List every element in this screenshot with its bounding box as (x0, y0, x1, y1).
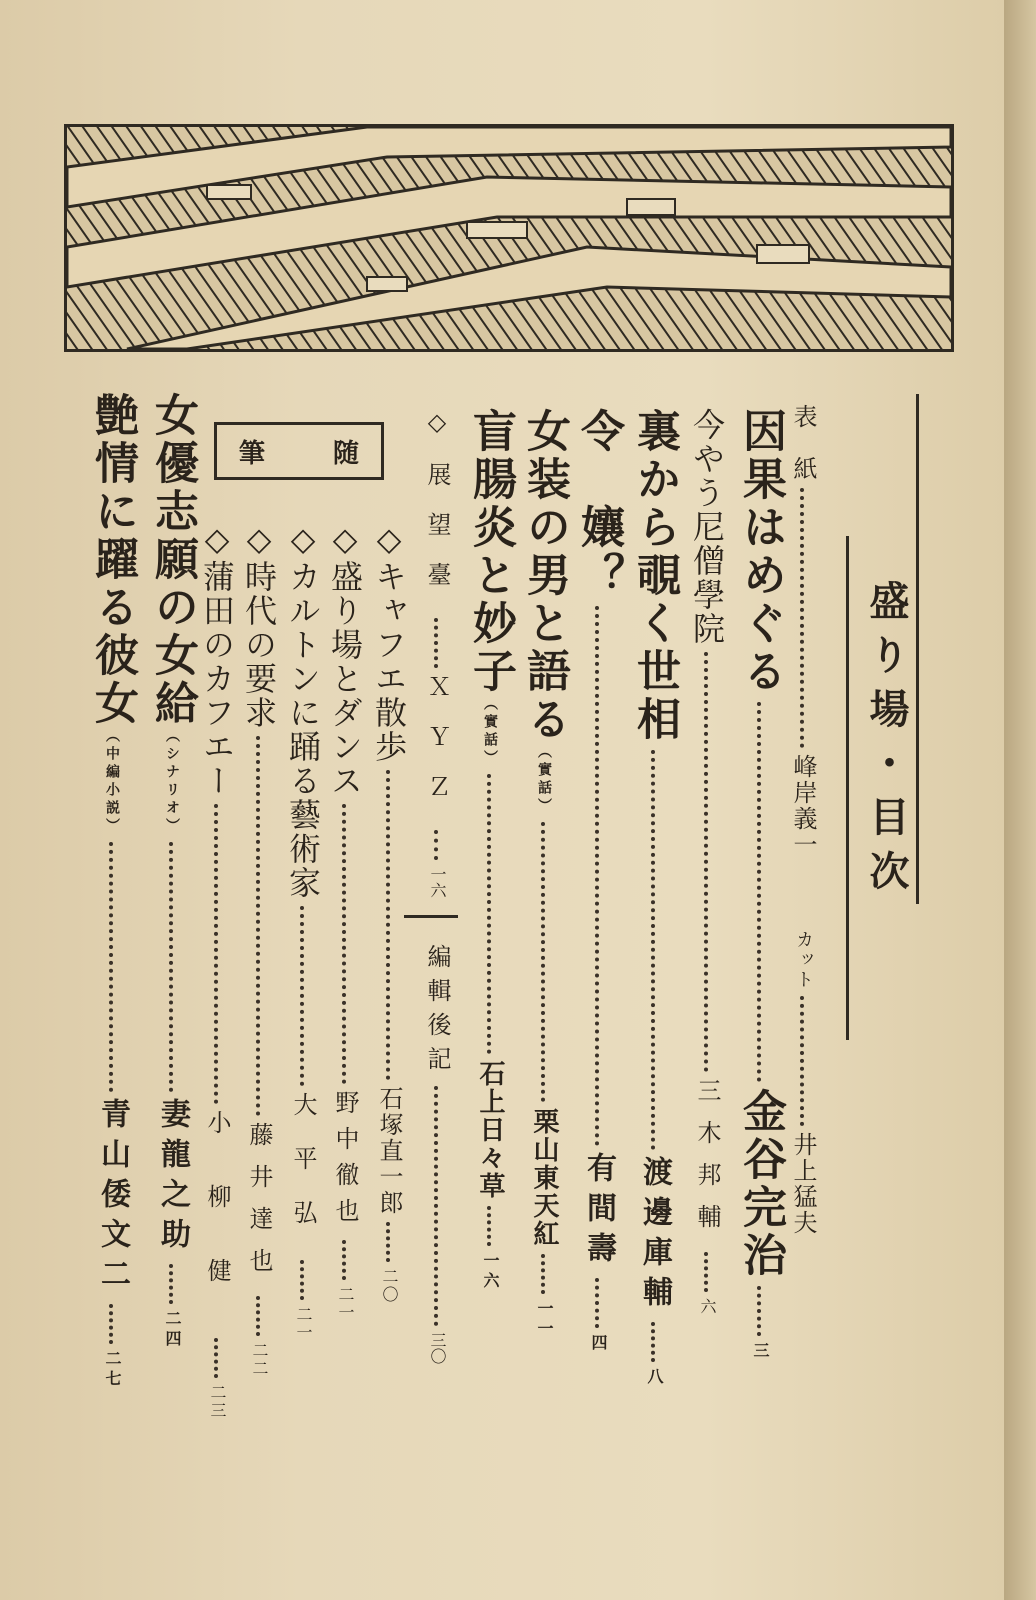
leader-dots (214, 804, 221, 1104)
leader-dots (300, 906, 307, 1086)
leader-dots (109, 842, 116, 1092)
entry-title: 女装の男と語る (519, 408, 570, 744)
essay-title: ◇蒲田のカフエー (198, 520, 236, 798)
leader-dots (757, 702, 764, 1082)
essay-entry (366, 520, 412, 1304)
leader-dots (169, 1264, 176, 1304)
essay-label-right: 随 (332, 438, 359, 469)
leader-dots (300, 1260, 307, 1300)
feature-tag: （シナリオ） (164, 728, 180, 836)
cover-artist: 峰岸義一 (789, 754, 817, 858)
entry-page: 一六 (481, 1252, 500, 1292)
toc-entry (420, 408, 455, 898)
leader-dots (487, 774, 494, 1054)
cover-label: 表 紙 (789, 404, 817, 482)
essay-author: 小柳健 (203, 1110, 231, 1332)
toc-entry (684, 408, 730, 1316)
leader-dots (595, 606, 602, 1146)
entry-title: 編輯後記 (423, 944, 451, 1080)
entry-page: 三〇 (428, 1332, 447, 1364)
leader-dots (256, 1296, 263, 1336)
leader-dots (342, 1240, 349, 1280)
essay-page: 二一 (336, 1286, 355, 1322)
feature-tag: （中編小説） (104, 728, 120, 836)
entry-page: 一一 (535, 1300, 554, 1340)
toc-entry (458, 408, 522, 1292)
essay-author: 野中徹也 (331, 1090, 359, 1234)
entry-page: 六 (698, 1298, 717, 1316)
essay-entry (280, 520, 326, 1342)
leader-dots (757, 1286, 764, 1336)
entry-tag: （實話） (482, 696, 498, 768)
leader-dots (214, 1338, 221, 1378)
toc-entry (420, 944, 455, 1364)
entry-divider (404, 915, 458, 918)
entry-page: 八 (645, 1368, 664, 1388)
leader-dots (256, 736, 263, 1116)
entry-author: 有間壽 (581, 1152, 616, 1272)
feature-entry (80, 392, 144, 1390)
masthead-rule-short (846, 536, 849, 1040)
feature-author: 妻龍之助 (155, 1098, 190, 1258)
leader-dots (651, 1322, 658, 1362)
entry-title: ◇展望臺 (423, 408, 451, 612)
leader-dots (595, 1278, 602, 1328)
masthead-rule-long (916, 394, 919, 904)
feature-title: 女優志願の女給 (147, 392, 198, 728)
cut-artist: 井上猛夫 (789, 1132, 817, 1236)
leader-dots (109, 1304, 116, 1344)
leader-dots (800, 488, 807, 748)
leader-dots (704, 652, 711, 1072)
essay-title: ◇カルトンに踊る藝術家 (284, 520, 322, 900)
leader-dots (169, 842, 176, 1092)
essay-title: ◇盛り場とダンス (326, 520, 364, 798)
leader-dots (487, 1206, 494, 1246)
essay-author: 大平弘 (289, 1092, 317, 1254)
entry-title: 今やう尼僧學院 (688, 408, 726, 646)
entry-page: 三 (751, 1342, 770, 1362)
feature-entry (140, 392, 204, 1350)
feature-author: 青山倭文二 (95, 1098, 130, 1298)
cut-label: カット (793, 930, 814, 990)
entry-page: 一六 (428, 866, 447, 898)
essay-author: 石塚直一郎 (375, 1086, 403, 1216)
leader-dots (342, 804, 349, 1084)
entry-title: 令 孃？ (573, 408, 624, 600)
leader-dots (434, 830, 441, 860)
essay-page: 二二 (250, 1342, 269, 1378)
essay-title: ◇時代の要求 (240, 520, 278, 730)
essay-author: 藤井達也 (245, 1122, 273, 1290)
feature-page: 二四 (163, 1310, 182, 1350)
entry-title: 裏から覗く世相 (629, 408, 680, 744)
entry-tag: （實話） (536, 744, 552, 816)
leader-dots (386, 770, 393, 1080)
leader-dots (541, 1254, 548, 1294)
woodcut-pattern (67, 127, 951, 349)
leader-dots (704, 1252, 711, 1292)
essay-page: 二三 (208, 1384, 227, 1420)
entry-author: 三木邦輔 (693, 1078, 721, 1246)
entry-author: 石上日々草 (475, 1060, 505, 1200)
essay-entry (236, 520, 282, 1378)
toc-entry (622, 408, 686, 1388)
entry-author: ＸＹＺ (423, 674, 451, 824)
header-woodcut-illustration (64, 124, 954, 352)
leader-dots (434, 1086, 441, 1326)
entry-title: 盲腸炎と妙子 (465, 408, 516, 696)
entry-author: 栗山東天紅 (529, 1108, 559, 1248)
entry-page: 四 (589, 1334, 608, 1354)
entry-author: 金谷完治 (735, 1088, 786, 1280)
entry-title: 因果はめぐる (735, 408, 786, 696)
essay-section-label (214, 422, 384, 480)
essay-page: 二〇 (380, 1268, 399, 1304)
entry-author: 渡邊庫輔 (637, 1156, 672, 1316)
essay-page: 二一 (294, 1306, 313, 1342)
leader-dots (651, 750, 658, 1150)
leader-dots (800, 996, 807, 1126)
feature-page: 二七 (103, 1350, 122, 1390)
essay-entry (322, 520, 368, 1322)
page-title: 盛り場・目次 (863, 580, 909, 904)
essay-title: ◇キャフエ散歩 (370, 520, 408, 764)
toc-entry (728, 408, 792, 1362)
page-edge (1004, 0, 1036, 1600)
feature-title: 艶情に躍る彼女 (87, 392, 138, 728)
leader-dots (386, 1222, 393, 1262)
leader-dots (434, 618, 441, 668)
leader-dots (541, 822, 548, 1102)
essay-label-left: 筆 (239, 438, 266, 469)
